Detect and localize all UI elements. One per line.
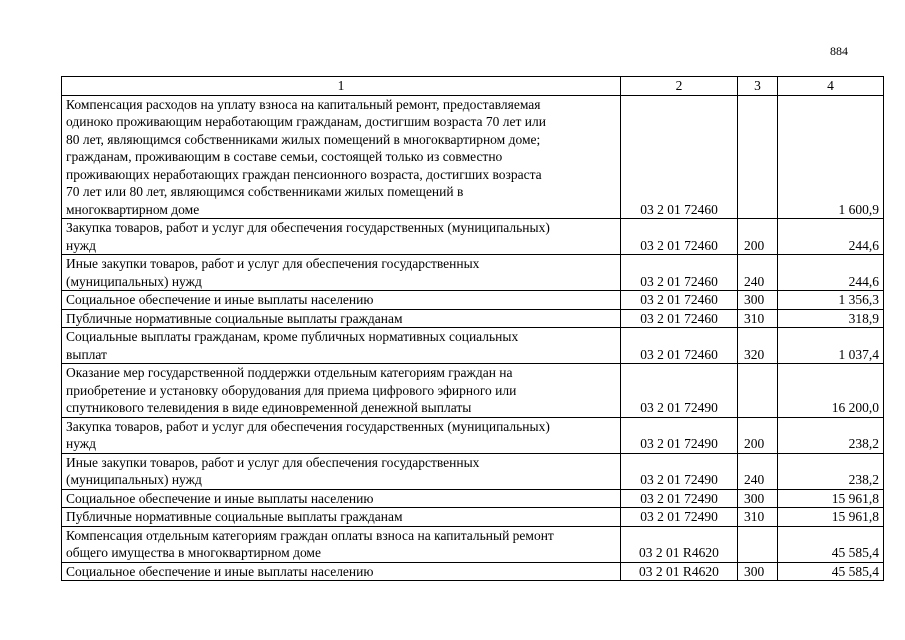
cell-expense-type: 300: [738, 291, 778, 310]
cell-description: Закупка товаров, работ и услуг для обеспечения государственных (муниципальных) нужд: [62, 219, 621, 255]
table-row: [62, 291, 884, 310]
cell-expense-type: [738, 526, 778, 562]
table-row: [62, 526, 884, 562]
column-header-amount: 4: [778, 77, 884, 96]
cell-amount: 1 356,3: [778, 291, 884, 310]
budget-table: [61, 76, 884, 581]
table-row: [62, 489, 884, 508]
cell-description: Социальные выплаты гражданам, кроме публичных нормативных социальных выплат: [62, 328, 621, 364]
cell-amount: 244,6: [778, 255, 884, 291]
cell-description: Публичные нормативные социальные выплаты гражданам: [62, 309, 621, 328]
cell-amount: 15 961,8: [778, 508, 884, 527]
cell-expense-type: 320: [738, 328, 778, 364]
cell-amount: 16 200,0: [778, 364, 884, 418]
cell-description: Публичные нормативные социальные выплаты гражданам: [62, 508, 621, 527]
cell-description: Иные закупки товаров, работ и услуг для обеспечения государственных (муниципальных) нужд: [62, 255, 621, 291]
table-row: [62, 328, 884, 364]
cell-expense-type: [738, 95, 778, 219]
table-row: [62, 95, 884, 219]
cell-amount: 1 600,9: [778, 95, 884, 219]
cell-description: Иные закупки товаров, работ и услуг для обеспечения государственных (муниципальных) нужд: [62, 453, 621, 489]
cell-expense-type: 200: [738, 417, 778, 453]
cell-code: 03 2 01 72490: [621, 417, 738, 453]
cell-code: 03 2 01 72460: [621, 95, 738, 219]
table-row: [62, 417, 884, 453]
table-row: [62, 562, 884, 581]
cell-amount: 318,9: [778, 309, 884, 328]
cell-code: 03 2 01 72490: [621, 453, 738, 489]
table-row: [62, 219, 884, 255]
cell-expense-type: 300: [738, 489, 778, 508]
table-row: [62, 255, 884, 291]
cell-amount: 238,2: [778, 417, 884, 453]
cell-code: 03 2 01 R4620: [621, 526, 738, 562]
page-number: 884: [830, 44, 848, 58]
cell-expense-type: [738, 364, 778, 418]
cell-expense-type: 300: [738, 562, 778, 581]
cell-amount: 244,6: [778, 219, 884, 255]
cell-code: 03 2 01 R4620: [621, 562, 738, 581]
column-header-description: 1: [62, 77, 621, 96]
table-row: [62, 508, 884, 527]
cell-expense-type: 310: [738, 309, 778, 328]
cell-description: Социальное обеспечение и иные выплаты населению: [62, 489, 621, 508]
cell-amount: 45 585,4: [778, 526, 884, 562]
table-row: [62, 453, 884, 489]
cell-expense-type: 310: [738, 508, 778, 527]
cell-code: 03 2 01 72490: [621, 508, 738, 527]
table-row: [62, 309, 884, 328]
cell-code: 03 2 01 72460: [621, 309, 738, 328]
cell-amount: 238,2: [778, 453, 884, 489]
budget-table-body: [62, 77, 884, 581]
cell-description: Социальное обеспечение и иные выплаты населению: [62, 562, 621, 581]
table-header-row: [62, 77, 884, 96]
cell-amount: 1 037,4: [778, 328, 884, 364]
cell-description: Закупка товаров, работ и услуг для обеспечения государственных (муниципальных) нужд: [62, 417, 621, 453]
column-header-type: 3: [738, 77, 778, 96]
cell-code: 03 2 01 72460: [621, 291, 738, 310]
cell-code: 03 2 01 72490: [621, 489, 738, 508]
cell-amount: 15 961,8: [778, 489, 884, 508]
cell-expense-type: 240: [738, 453, 778, 489]
cell-code: 03 2 01 72490: [621, 364, 738, 418]
cell-description: Компенсация расходов на уплату взноса на капитальный ремонт, предоставляемая одиноко проживающим неработающим гражданам, достигшим возраста 70 лет или 80 лет, являющимся собственниками жилых помещений в многоквартирном доме; гражданам, проживающим в составе семьи, состоящей только из совместно проживающих неработающих граждан пенсионного возраста, достигших возраста 70 лет или 80 лет, являющимся собственниками жилых помещений в многоквартирном доме: [62, 95, 621, 219]
cell-description: Компенсация отдельным категориям граждан оплаты взноса на капитальный ремонт общего имущества в многоквартирном доме: [62, 526, 621, 562]
cell-code: 03 2 01 72460: [621, 328, 738, 364]
cell-description: Оказание мер государственной поддержки отдельным категориям граждан на приобретение и установку оборудования для приема цифрового эфирного или спутникового телевидения в виде единовременной денежной выплаты: [62, 364, 621, 418]
cell-description: Социальное обеспечение и иные выплаты населению: [62, 291, 621, 310]
cell-expense-type: 200: [738, 219, 778, 255]
column-header-code: 2: [621, 77, 738, 96]
cell-code: 03 2 01 72460: [621, 255, 738, 291]
cell-expense-type: 240: [738, 255, 778, 291]
cell-code: 03 2 01 72460: [621, 219, 738, 255]
table-row: [62, 364, 884, 418]
cell-amount: 45 585,4: [778, 562, 884, 581]
